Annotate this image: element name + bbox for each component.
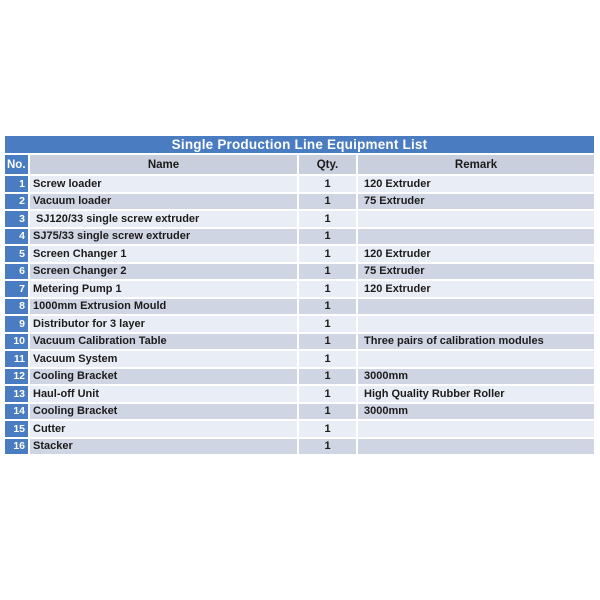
row-no-cell: 4 xyxy=(5,229,28,245)
row-qty-cell: 1 xyxy=(299,421,356,437)
row-qty-cell: 1 xyxy=(299,264,356,280)
row-no-cell: 16 xyxy=(5,439,28,455)
row-qty-cell: 1 xyxy=(299,281,356,297)
row-no-cell: 10 xyxy=(5,334,28,350)
table-row xyxy=(5,176,594,192)
row-no-cell: 11 xyxy=(5,351,28,367)
table-row xyxy=(5,369,594,385)
column-header-name: Name xyxy=(30,155,297,174)
table-row xyxy=(5,194,594,210)
row-remark-cell: 120 Extruder xyxy=(358,176,594,192)
table-row xyxy=(5,299,594,315)
row-name-cell: Stacker xyxy=(30,439,297,455)
row-remark-cell: 75 Extruder xyxy=(358,264,594,280)
row-qty-cell: 1 xyxy=(299,194,356,210)
row-no-cell: 6 xyxy=(5,264,28,280)
row-remark-cell: 3000mm xyxy=(358,404,594,420)
row-no-cell: 15 xyxy=(5,421,28,437)
row-remark-cell xyxy=(358,421,594,437)
row-no-cell: 9 xyxy=(5,316,28,332)
equipment-table-body xyxy=(5,176,594,454)
row-qty-cell: 1 xyxy=(299,316,356,332)
row-remark-cell: 120 Extruder xyxy=(358,246,594,262)
table-row xyxy=(5,404,594,420)
row-no-cell: 5 xyxy=(5,246,28,262)
row-qty-cell: 1 xyxy=(299,176,356,192)
row-qty-cell: 1 xyxy=(299,369,356,385)
row-name-cell: Screen Changer 2 xyxy=(30,264,297,280)
row-name-cell: Screw loader xyxy=(30,176,297,192)
table-row xyxy=(5,334,594,350)
column-header-qty: Qty. xyxy=(299,155,356,174)
equipment-table xyxy=(3,134,596,456)
row-no-cell: 13 xyxy=(5,386,28,402)
row-no-cell: 7 xyxy=(5,281,28,297)
table-row xyxy=(5,386,594,402)
row-qty-cell: 1 xyxy=(299,439,356,455)
row-remark-cell xyxy=(358,351,594,367)
table-row xyxy=(5,316,594,332)
row-remark-cell xyxy=(358,299,594,315)
row-qty-cell: 1 xyxy=(299,299,356,315)
row-name-cell: 1000mm Extrusion Mould xyxy=(30,299,297,315)
row-name-cell: Vacuum Calibration Table xyxy=(30,334,297,350)
row-name-cell: Cooling Bracket xyxy=(30,404,297,420)
row-no-cell: 14 xyxy=(5,404,28,420)
row-name-cell: Cooling Bracket xyxy=(30,369,297,385)
row-name-cell: Screen Changer 1 xyxy=(30,246,297,262)
row-qty-cell: 1 xyxy=(299,211,356,227)
row-remark-cell xyxy=(358,316,594,332)
row-remark-cell: 3000mm xyxy=(358,369,594,385)
row-remark-cell xyxy=(358,439,594,455)
row-name-cell: Vacuum loader xyxy=(30,194,297,210)
row-remark-cell: Three pairs of calibration modules xyxy=(358,334,594,350)
row-no-cell: 8 xyxy=(5,299,28,315)
table-row xyxy=(5,351,594,367)
row-no-cell: 3 xyxy=(5,211,28,227)
row-remark-cell: 75 Extruder xyxy=(358,194,594,210)
title-row xyxy=(5,136,594,153)
row-remark-cell: High Quality Rubber Roller xyxy=(358,386,594,402)
column-header-no: No. xyxy=(5,155,28,174)
row-name-cell: Vacuum System xyxy=(30,351,297,367)
row-qty-cell: 1 xyxy=(299,351,356,367)
row-name-cell: Distributor for 3 layer xyxy=(30,316,297,332)
row-name-cell: Haul-off Unit xyxy=(30,386,297,402)
column-header-remark: Remark xyxy=(358,155,594,174)
row-qty-cell: 1 xyxy=(299,386,356,402)
table-row xyxy=(5,281,594,297)
row-qty-cell: 1 xyxy=(299,229,356,245)
row-no-cell: 12 xyxy=(5,369,28,385)
row-remark-cell xyxy=(358,229,594,245)
table-row xyxy=(5,246,594,262)
table-row xyxy=(5,211,594,227)
row-qty-cell: 1 xyxy=(299,246,356,262)
row-remark-cell xyxy=(358,211,594,227)
table-row xyxy=(5,439,594,455)
table-title: Single Production Line Equipment List xyxy=(5,136,594,153)
table-row xyxy=(5,229,594,245)
row-no-cell: 1 xyxy=(5,176,28,192)
row-name-cell: Cutter xyxy=(30,421,297,437)
row-name-cell: SJ120/33 single screw extruder xyxy=(30,211,297,227)
row-no-cell: 2 xyxy=(5,194,28,210)
row-name-cell: SJ75/33 single screw extruder xyxy=(30,229,297,245)
table-row xyxy=(5,421,594,437)
row-remark-cell: 120 Extruder xyxy=(358,281,594,297)
table-row xyxy=(5,264,594,280)
row-name-cell: Metering Pump 1 xyxy=(30,281,297,297)
row-qty-cell: 1 xyxy=(299,404,356,420)
column-header-row xyxy=(5,155,594,174)
row-qty-cell: 1 xyxy=(299,334,356,350)
